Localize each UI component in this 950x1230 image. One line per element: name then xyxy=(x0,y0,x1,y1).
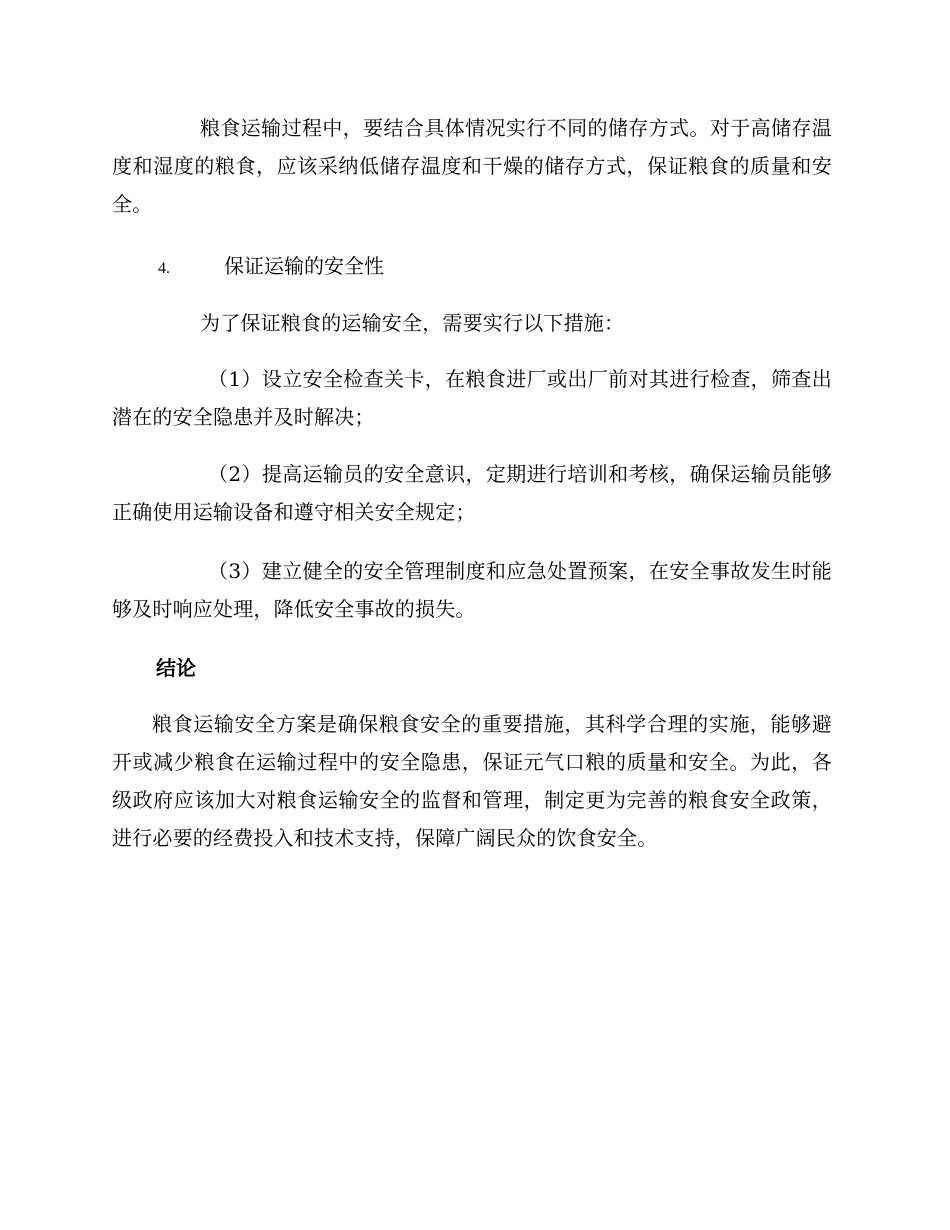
measure-item-2: （2）提高运输员的安全意识，定期进行培训和考核，确保运输员能够正确使用运输设备和遵守相关安全规定； xyxy=(112,462,832,524)
list-number: 4. xyxy=(158,260,170,277)
conclusion-heading: 结论 xyxy=(156,656,196,680)
measure-item-1: （1）设立安全检查关卡，在粮食进厂或出厂前对其进行检查，筛查出潜在的安全隐患并及时解决； xyxy=(112,367,832,429)
conclusion-paragraph: 粮食运输安全方案是确保粮食安全的重要措施，其科学合理的实施，能够避开或减少粮食在运输过程中的安全隐患，保证元气口粮的质量和安全。为此，各级政府应该加大对粮食运输安全的监督和管理，制定更为完善的粮食安全政策，进行必要的经费投入和技术支持，保障广阔民众的饮食安全。 xyxy=(112,712,832,850)
storage-paragraph: 粮食运输过程中，要结合具体情况实行不同的储存方式。对于高储存温度和湿度的粮食，应该采纳低储存温度和干燥的储存方式，保证粮食的质量和安全。 xyxy=(112,116,832,216)
measures-intro: 为了保证粮食的运输安全，需要实行以下措施： xyxy=(200,311,625,335)
list-heading xyxy=(158,250,384,285)
list-title: 保证运输的安全性 xyxy=(224,254,384,278)
measure-item-3: （3）建立健全的安全管理制度和应急处置预案，在安全事故发生时能够及时响应处理，降低安全事故的损失。 xyxy=(112,559,832,621)
